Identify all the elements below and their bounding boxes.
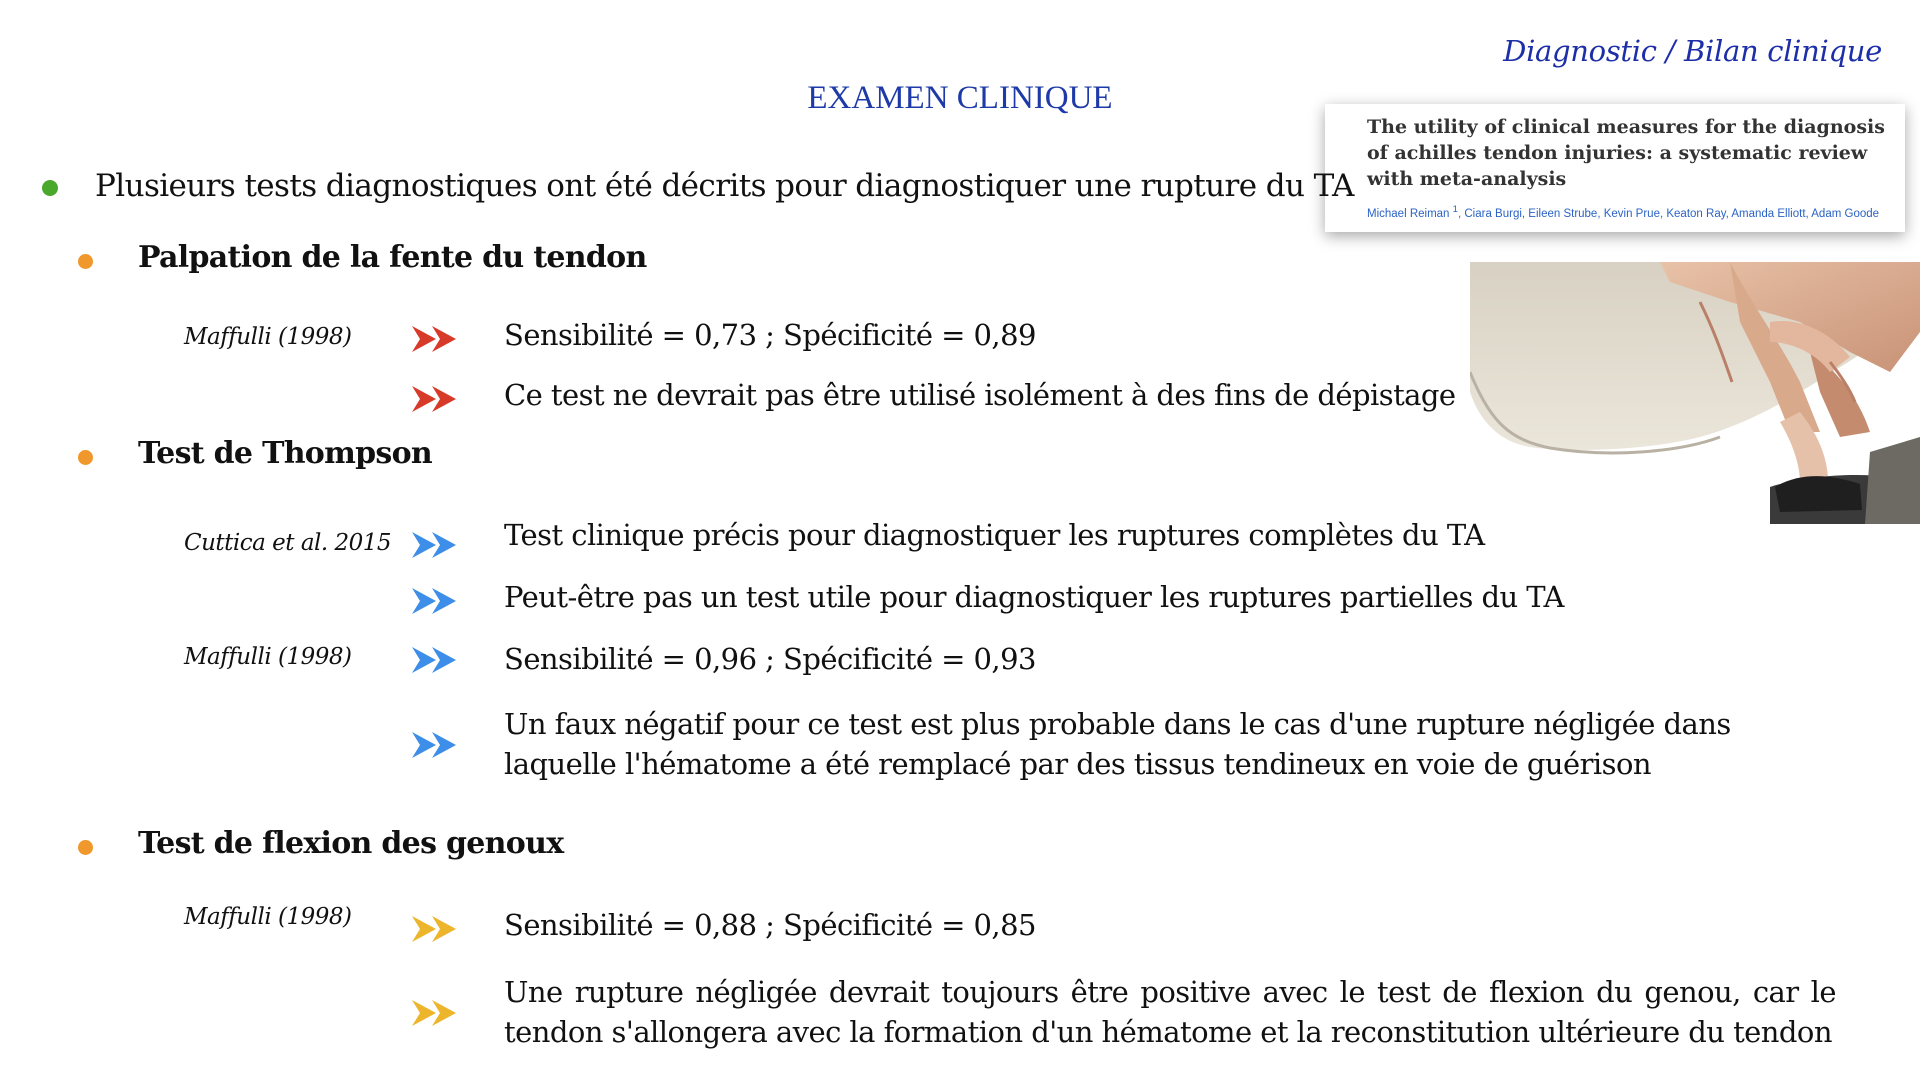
double-arrow-icon bbox=[412, 916, 458, 942]
slide-title: EXAMEN CLINIQUE bbox=[807, 80, 1113, 116]
double-arrow-icon bbox=[412, 386, 458, 412]
finding-text: Peut-être pas un test utile pour diagnostiquer les ruptures partielles du TA bbox=[504, 580, 1564, 614]
finding-text: Sensibilité = 0,73 ; Spécificité = 0,89 bbox=[504, 318, 1036, 352]
test-heading-thompson: Test de Thompson bbox=[138, 436, 433, 471]
reference-label: Maffulli (1998) bbox=[184, 644, 352, 670]
sub-bullet bbox=[78, 254, 93, 269]
double-arrow-icon bbox=[412, 647, 458, 673]
sub-bullet bbox=[78, 450, 93, 465]
reference-card bbox=[1325, 104, 1905, 232]
test-heading-palpation: Palpation de la fente du tendon bbox=[138, 240, 647, 275]
finding-text: Sensibilité = 0,96 ; Spécificité = 0,93 bbox=[504, 642, 1036, 676]
paper-authors: Michael Reiman $^1$, Ciara Burgi, Eileen Strube, Kevin Prue, Keaton Ray, Amanda Elliott, Adam Goode bbox=[1367, 204, 1880, 220]
finding-text: Ce test ne devrait pas être utilisé isolément à des fins de dépistage bbox=[504, 378, 1456, 412]
double-arrow-icon bbox=[412, 732, 458, 758]
section-tag: Diagnostic / Bilan clinique bbox=[1503, 34, 1882, 68]
reference-label: Maffulli (1998) bbox=[184, 904, 352, 930]
reference-label: Cuttica et al. 2015 bbox=[184, 530, 392, 556]
ankle-exam-photo bbox=[1470, 262, 1920, 524]
test-heading-knee-flexion: Test de flexion des genoux bbox=[138, 826, 564, 861]
double-arrow-icon bbox=[412, 1000, 458, 1026]
main-bullet bbox=[42, 180, 58, 196]
double-arrow-icon bbox=[412, 532, 458, 558]
finding-text: Sensibilité = 0,88 ; Spécificité = 0,85 bbox=[504, 908, 1036, 942]
double-arrow-icon bbox=[412, 588, 458, 614]
sub-bullet bbox=[78, 840, 93, 855]
finding-paragraph: Un faux négatif pour ce test est plus probable dans le cas d'une rupture négligée dans laquelle l'hématome a été remplacé par des tissus tendineux en voie de guérison bbox=[504, 707, 1731, 781]
double-arrow-icon bbox=[412, 326, 458, 352]
paper-title: The utility of clinical measures for the diagnosis of achilles tendon injuries: a systematic review with meta-analysis bbox=[1367, 116, 1885, 190]
reference-label: Maffulli (1998) bbox=[184, 324, 352, 350]
finding-paragraph: Une rupture négligée devrait toujours être positive avec le test de flexion du genou, car le tendon s'allongera avec la formation d'un hématome et la reconstitution ultérieure du tendon bbox=[504, 975, 1836, 1049]
finding-text: Test clinique précis pour diagnostiquer les ruptures complètes du TA bbox=[504, 518, 1485, 552]
intro-text: Plusieurs tests diagnostiques ont été décrits pour diagnostiquer une rupture du TA bbox=[95, 168, 1354, 204]
